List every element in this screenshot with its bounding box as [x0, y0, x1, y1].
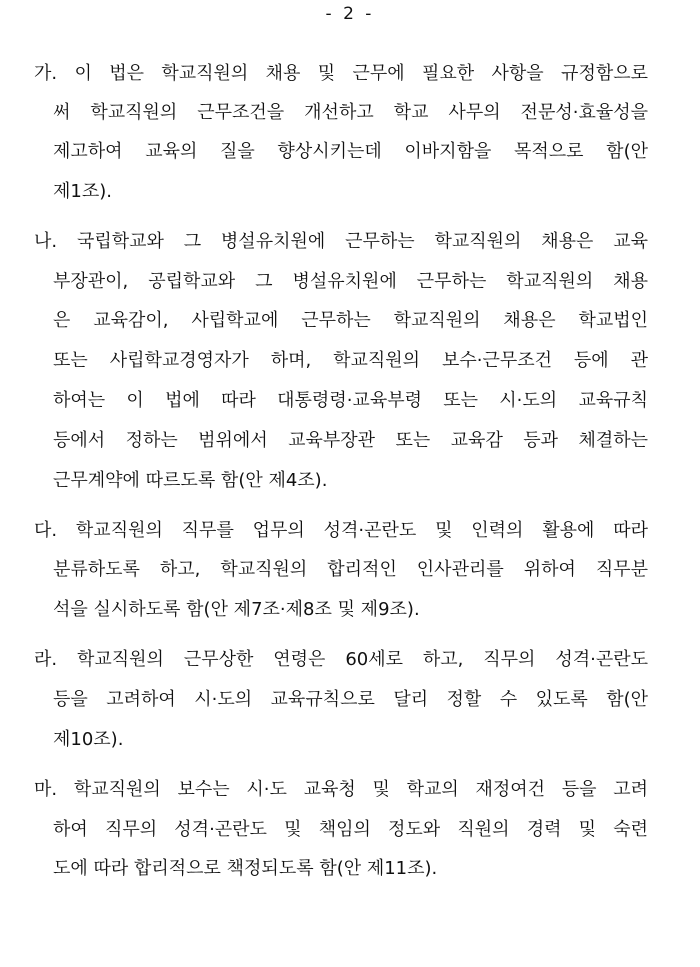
paragraph-line: 라. 학교직원의 근무상한 연령은 60세로 하고, 직무의 성격·곤란도: [34, 649, 648, 670]
paragraph-line: 가. 이 법은 학교직원의 채용 및 근무에 필요한 사항을 규정함으로: [34, 63, 648, 84]
paragraph-line: 다. 학교직원의 직무를 업무의 성격·곤란도 및 인력의 활용에 따라: [34, 520, 648, 541]
paragraph-line: 등에서 정하는 범위에서 교육부장관 또는 교육감 등과 체결하는: [53, 430, 648, 451]
paragraph-line: 나. 국립학교와 그 병설유치원에 근무하는 학교직원의 채용은 교육: [34, 231, 648, 252]
page-number: - 2 -: [325, 4, 375, 24]
paragraph-line: 등을 고려하여 시·도의 교육규칙으로 달리 정할 수 있도록 함(안: [53, 689, 648, 710]
paragraph-line: 써 학교직원의 근무조건을 개선하고 학교 사무의 전문성·효율성을: [53, 102, 648, 123]
paragraph-line: 제10조).: [53, 729, 124, 750]
paragraph-line: 은 교육감이, 사립학교에 근무하는 학교직원의 채용은 학교법인: [53, 310, 648, 331]
paragraph-line: 마. 학교직원의 보수는 시·도 교육청 및 학교의 재정여건 등을 고려: [34, 779, 648, 800]
paragraph-line: 도에 따라 합리적으로 책정되도록 함(안 제11조).: [53, 858, 438, 879]
paragraph-line: 근무계약에 따르도록 함(안 제4조).: [53, 470, 328, 491]
paragraph-line: 석을 실시하도록 함(안 제7조·제8조 및 제9조).: [53, 599, 420, 620]
paragraph-line: 제1조).: [53, 181, 112, 202]
paragraph-line: 또는 사립학교경영자가 하며, 학교직원의 보수·근무조건 등에 관: [53, 350, 648, 371]
paragraph-line: 하여는 이 법에 따라 대통령령·교육부령 또는 시·도의 교육규칙: [53, 390, 648, 411]
paragraph-line: 제고하여 교육의 질을 향상시키는데 이바지함을 목적으로 함(안: [53, 141, 648, 162]
paragraph-line: 부장관이, 공립학교와 그 병설유치원에 근무하는 학교직원의 채용: [53, 271, 648, 292]
paragraph-line: 하여 직무의 성격·곤란도 및 책임의 정도와 직원의 경력 및 숙련: [53, 819, 648, 840]
paragraph-line: 분류하도록 하고, 학교직원의 합리적인 인사관리를 위하여 직무분: [53, 559, 648, 580]
